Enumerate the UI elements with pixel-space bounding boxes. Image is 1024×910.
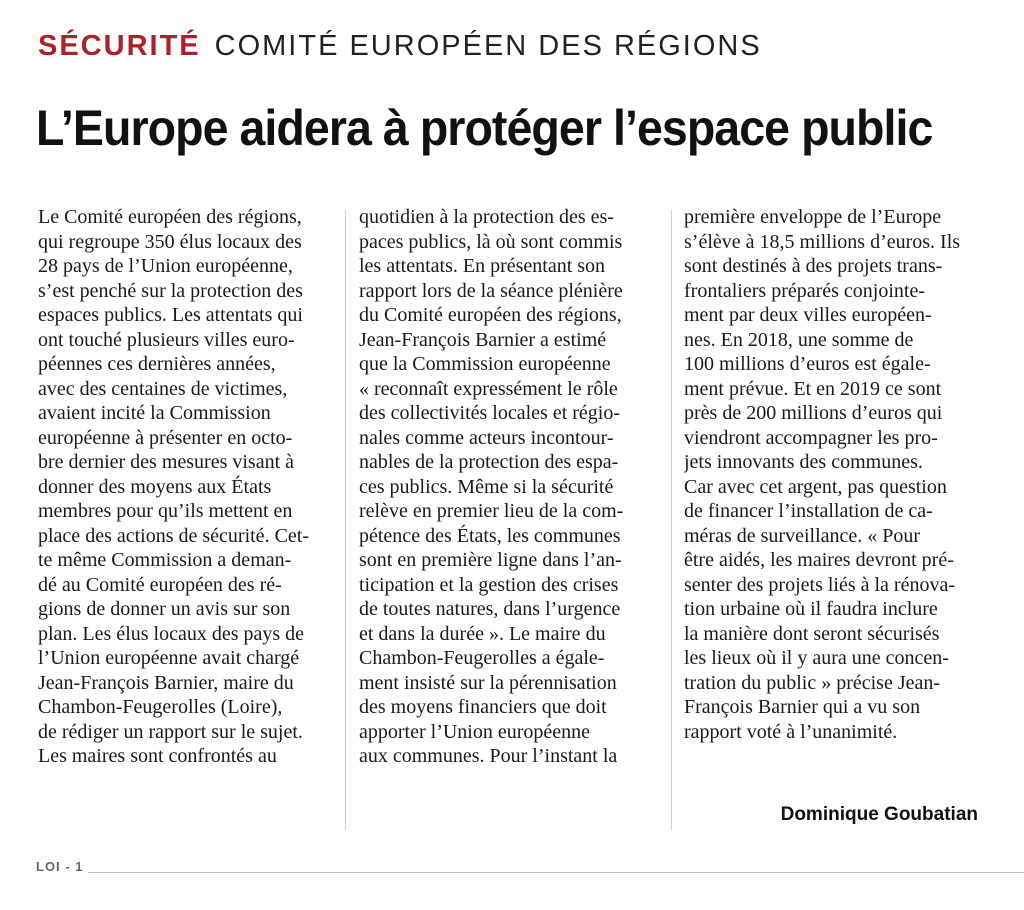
text-line: membres pour qu’ils mettent en bbox=[38, 500, 293, 522]
text-line: viendront accompagner les pro- bbox=[684, 426, 938, 449]
text-line: avaient incité la Commission bbox=[38, 402, 271, 424]
text-line: jets innovants des communes. bbox=[684, 451, 923, 473]
text-line: et dans la durée ». Le maire du bbox=[359, 622, 606, 645]
footer-rule bbox=[88, 872, 1024, 873]
text-line: ont touché plusieurs villes euro- bbox=[38, 328, 295, 351]
text-line: rapport lors de la séance plénière bbox=[359, 279, 623, 302]
text-line: frontaliers préparés conjointe- bbox=[684, 279, 926, 302]
text-line: gions de donner un avis sur son bbox=[38, 598, 291, 620]
text-line: les attentats. En présentant son bbox=[359, 255, 606, 277]
page-folio: LOI - 1 bbox=[36, 859, 84, 874]
text-line: ment par deux villes européen- bbox=[684, 304, 932, 326]
text-line: espaces publics. Les attentats qui bbox=[38, 304, 303, 326]
text-line: Car avec cet argent, pas question bbox=[684, 475, 947, 498]
text-line: ment prévue. Et en 2019 ce sont bbox=[684, 377, 942, 400]
text-line: bre dernier des mesures visant à bbox=[38, 451, 295, 473]
article-column-3 bbox=[684, 205, 984, 744]
text-line: te même Commission a deman- bbox=[38, 549, 292, 571]
text-line: paces publics, là où sont commis bbox=[359, 230, 623, 253]
text-line: du Comité européen des régions, bbox=[359, 304, 622, 326]
text-line: méras de surveillance. « Pour bbox=[684, 524, 921, 547]
text-line: de financer l’installation de ca- bbox=[684, 500, 933, 522]
text-line: nables de la protection des espa- bbox=[359, 451, 619, 473]
text-line: près de 200 millions d’euros qui bbox=[684, 402, 943, 424]
text-line: que la Commission européenne bbox=[359, 353, 611, 375]
text-line: « reconnaît expressément le rôle bbox=[359, 377, 618, 400]
text-line: François Barnier qui a vu son bbox=[684, 696, 921, 718]
text-line: la manière dont seront sécurisés bbox=[684, 622, 940, 645]
text-line: qui regroupe 350 élus locaux des bbox=[38, 230, 302, 253]
text-line: place des actions de sécurité. Cet- bbox=[38, 524, 309, 547]
text-line: des moyens financiers que doit bbox=[359, 696, 607, 718]
text-line: européenne à présenter en octo- bbox=[38, 426, 293, 449]
text-line: ces publics. Même si la sécurité bbox=[359, 475, 614, 498]
text-line: sont destinés à des projets trans- bbox=[684, 255, 943, 277]
text-line: être aidés, les maires devront pré- bbox=[684, 549, 954, 571]
text-line: Le Comité européen des régions, bbox=[38, 206, 302, 228]
column-divider bbox=[345, 210, 346, 830]
text-line: s’élève à 18,5 millions d’euros. Ils bbox=[684, 230, 961, 253]
column-divider bbox=[671, 210, 672, 830]
article-author: Dominique Goubatian bbox=[780, 804, 978, 825]
text-line: apporter l’Union européenne bbox=[359, 720, 591, 743]
text-line: aux communes. Pour l’instant la bbox=[359, 745, 618, 767]
text-line: donner des moyens aux États bbox=[38, 475, 272, 498]
article-column-2 bbox=[359, 205, 659, 769]
text-line: tration du public » précise Jean- bbox=[684, 671, 941, 694]
kicker bbox=[38, 30, 762, 63]
text-line: sont en première ligne dans l’an- bbox=[359, 549, 622, 571]
text-line: rapport voté à l’unanimité. bbox=[684, 720, 898, 743]
text-line: des collectivités locales et régio- bbox=[359, 402, 621, 424]
text-line: dé au Comité européen des ré- bbox=[38, 573, 282, 596]
text-line: de toutes natures, dans l’urgence bbox=[359, 598, 621, 620]
text-line: nes. En 2018, une somme de bbox=[684, 328, 914, 351]
article-headline: L’Europe aidera à protéger l’espace public bbox=[36, 100, 933, 156]
text-line: les lieux où il y aura une concen- bbox=[684, 647, 949, 669]
text-line: nales comme acteurs incontour- bbox=[359, 426, 614, 449]
text-line: relève en premier lieu de la com- bbox=[359, 500, 624, 522]
article-column-1 bbox=[38, 205, 330, 769]
text-line: Chambon-Feugerolles a égale- bbox=[359, 647, 605, 669]
text-line: tion urbaine où il faudra inclure bbox=[684, 598, 938, 620]
text-line: de rédiger un rapport sur le sujet. bbox=[38, 720, 303, 743]
text-line: senter des projets liés à la rénova- bbox=[684, 573, 956, 596]
text-line: Les maires sont confrontés au bbox=[38, 745, 277, 767]
text-line: ment insisté sur la pérennisation bbox=[359, 671, 617, 694]
text-line: Jean-François Barnier a estimé bbox=[359, 328, 607, 351]
text-line: ticipation et la gestion des crises bbox=[359, 573, 619, 596]
text-line: Jean-François Barnier, maire du bbox=[38, 671, 294, 694]
text-line: plan. Les élus locaux des pays de bbox=[38, 622, 305, 645]
section-subject: COMITÉ EUROPÉEN DES RÉGIONS bbox=[214, 30, 762, 62]
text-line: 28 pays de l’Union européenne, bbox=[38, 255, 293, 277]
text-line: quotidien à la protection des es- bbox=[359, 206, 614, 228]
text-line: Chambon-Feugerolles (Loire), bbox=[38, 696, 283, 718]
section-rubric: SÉCURITÉ bbox=[38, 30, 201, 62]
text-line: 100 millions d’euros est égale- bbox=[684, 353, 931, 375]
text-line: avec des centaines de victimes, bbox=[38, 377, 288, 400]
text-line: s’est penché sur la protection des bbox=[38, 279, 303, 302]
text-line: pétence des États, les communes bbox=[359, 524, 621, 547]
text-line: première enveloppe de l’Europe bbox=[684, 206, 942, 228]
text-line: péennes ces dernières années, bbox=[38, 353, 276, 375]
text-line: l’Union européenne avait chargé bbox=[38, 647, 300, 669]
